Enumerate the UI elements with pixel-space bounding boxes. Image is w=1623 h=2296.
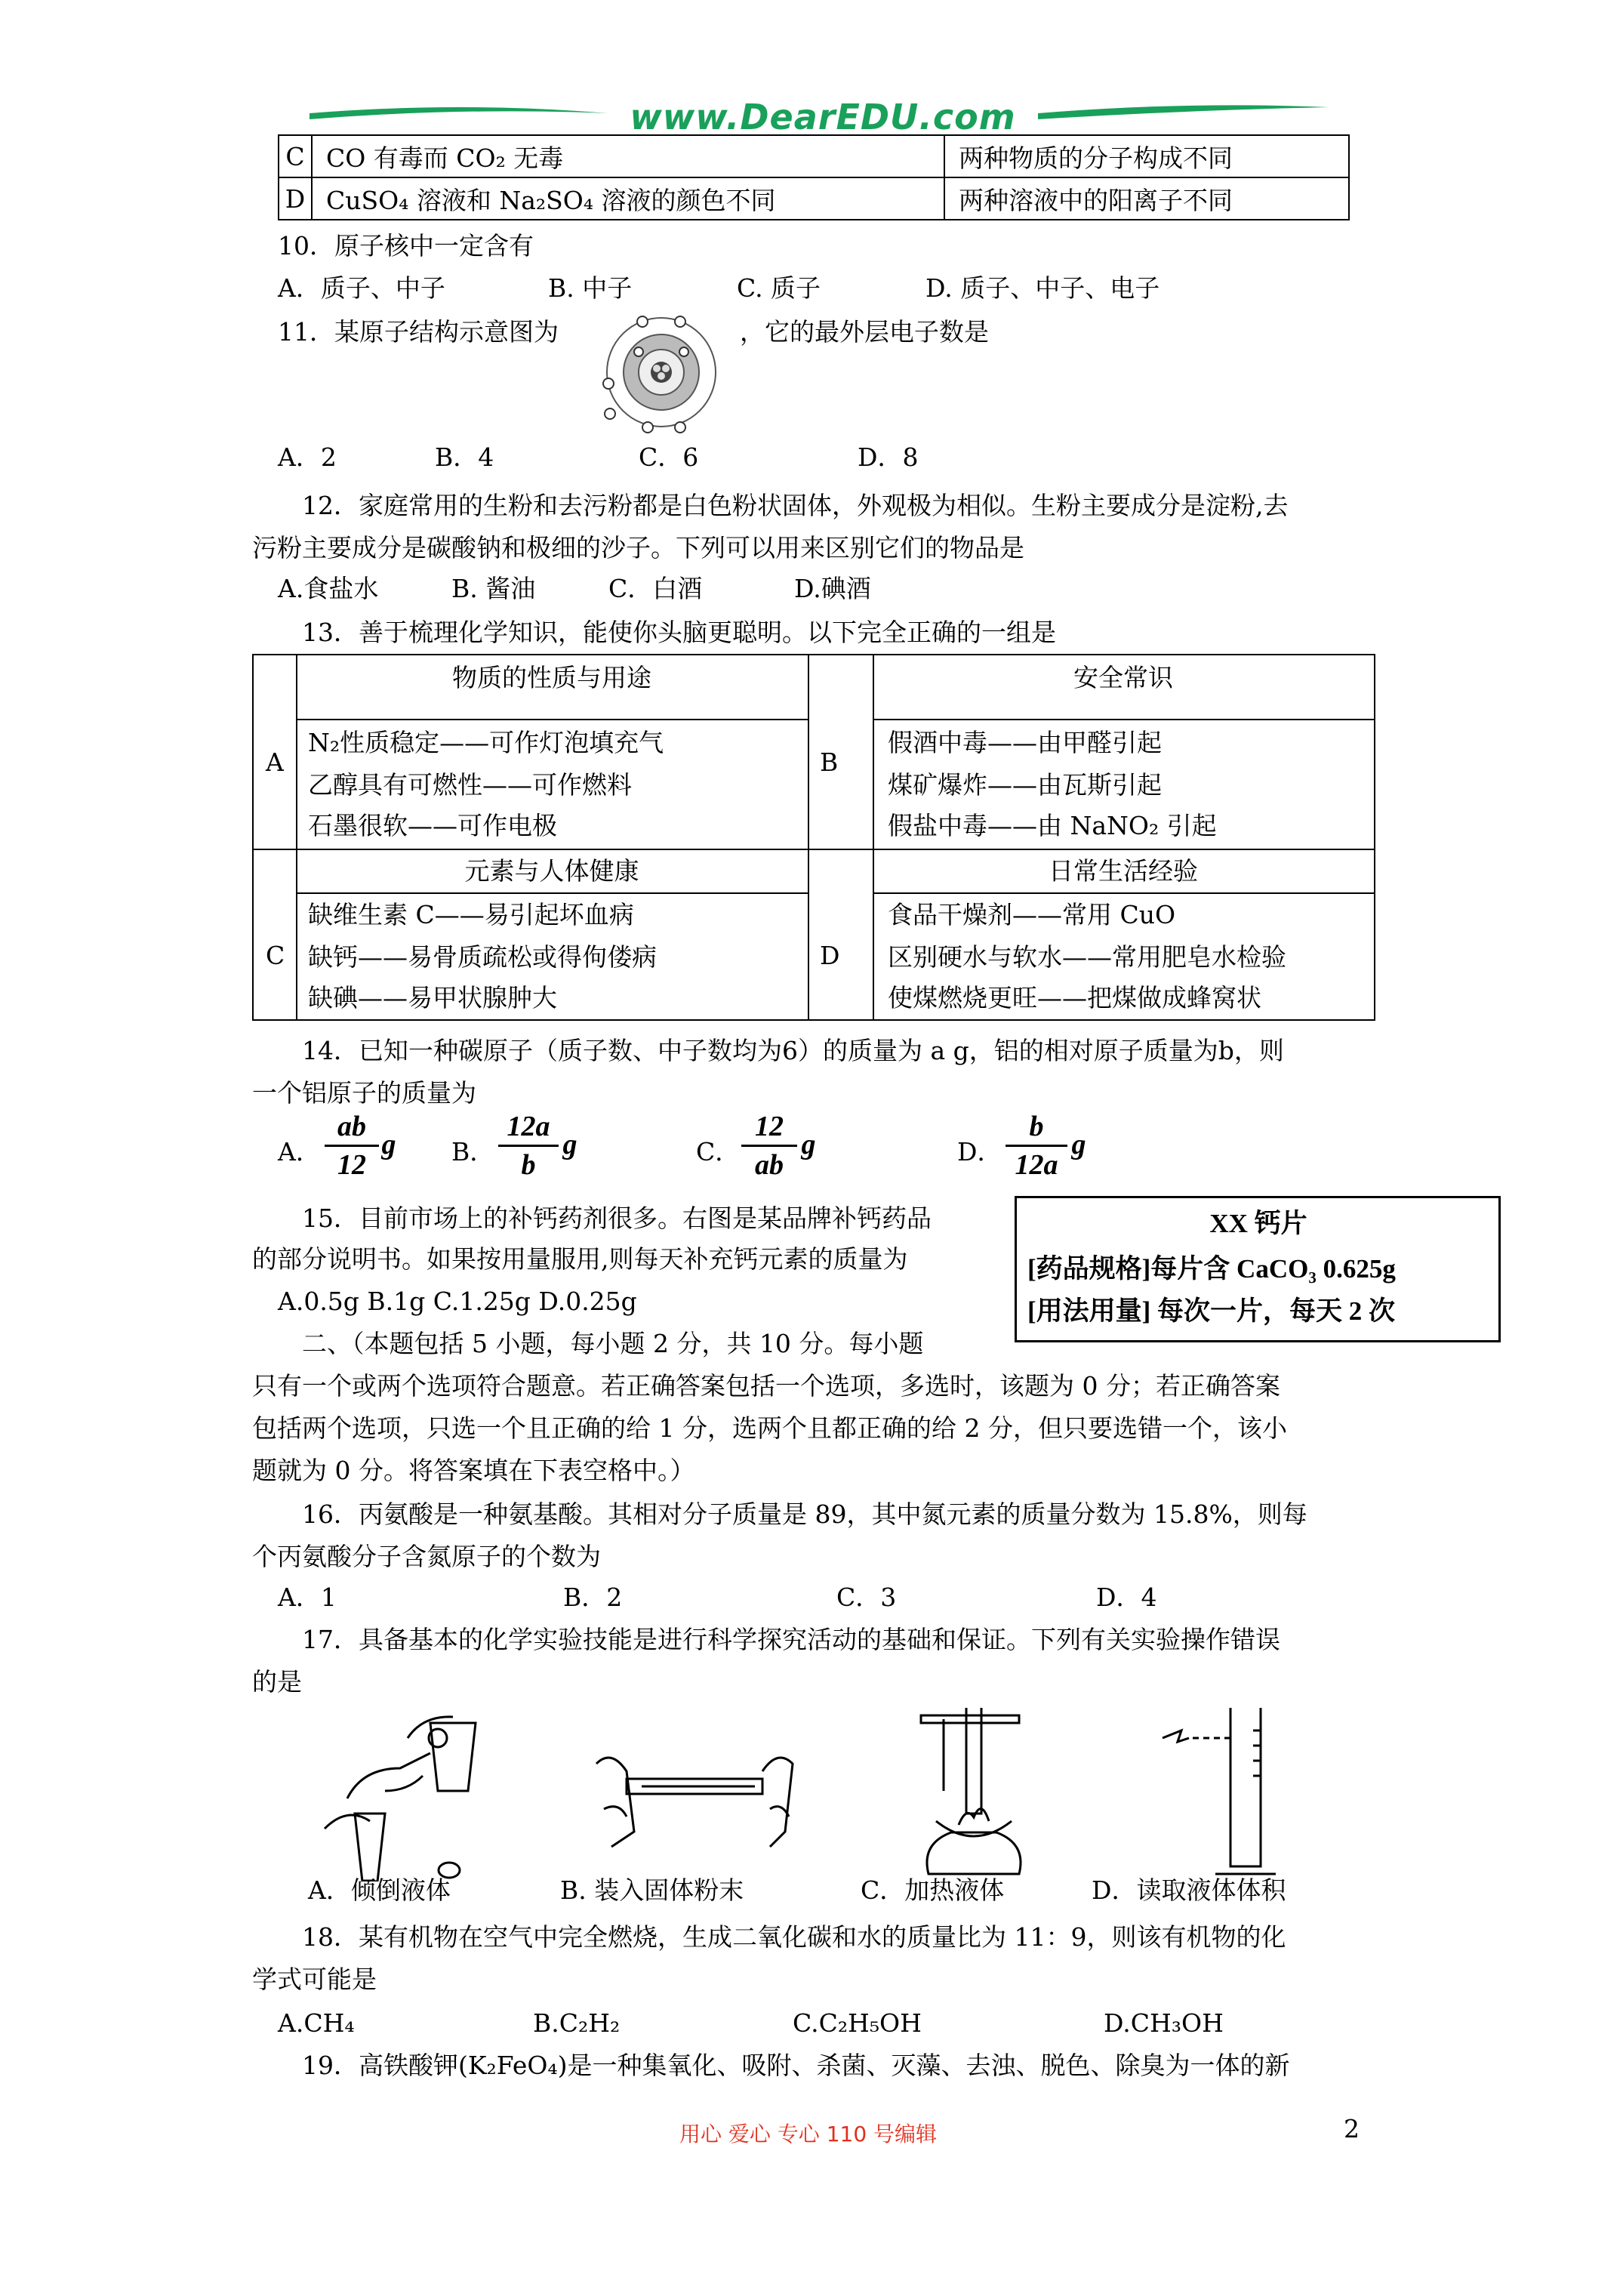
q14-opt-c-fraction (741, 1110, 797, 1182)
q10-opt-a: A．质子、中子 (278, 273, 445, 303)
footer-text: 用心 爱心 专心 110 号编辑 (679, 2122, 938, 2147)
q14-opt-a-fraction (325, 1110, 379, 1182)
logo-text: www.DearEDU.com (630, 97, 1016, 137)
numerator: 12a (507, 1111, 550, 1142)
q14-opt-b-unit: g (562, 1129, 577, 1160)
q13-b-title: 安全常识 (1073, 663, 1173, 692)
q13-table (252, 654, 1375, 1021)
q12-opt-b: B. 酱油 (451, 574, 536, 603)
q19-line1: 19．高铁酸钾(K₂FeO₄)是一种集氧化、吸附、杀菌、灭藻、去浊、脱色、除臭为一体的新 (302, 2051, 1290, 2080)
row-left: CuSO₄ 溶液和 Na₂SO₄ 溶液的颜色不同 (312, 177, 944, 220)
q13-d-line: 食品干燥剂——常用 CuO (888, 900, 1176, 929)
atom-structure-icon (586, 308, 737, 436)
row-right: 两种物质的分子构成不同 (944, 135, 1349, 177)
q13-letter-a: A (266, 747, 284, 777)
q12-line1: 12．家庭常用的生粉和去污粉都是白色粉状固体，外观极为相似。生粉主要成分是淀粉,去 (302, 491, 1289, 520)
q10-opt-d: D. 质子、中子、电子 (925, 273, 1160, 303)
q11-opt-b: B．4 (435, 442, 494, 472)
row-letter: C (279, 135, 312, 177)
q14-opt-d-fraction (1006, 1110, 1067, 1182)
row-left: CO 有毒而 CO₂ 无毒 (312, 135, 944, 177)
q14-opt-a-label: A． (278, 1137, 321, 1166)
q17-opt-c: C．加热液体 (861, 1875, 1005, 1905)
heating-liquid-icon (906, 1700, 1042, 1889)
denominator: ab (755, 1149, 784, 1181)
read-volume-icon (1147, 1700, 1298, 1889)
q11-opt-c: C．6 (639, 442, 699, 472)
q15-line2: 的部分说明书。如果按用量服用,则每天补充钙元素的质量为 (252, 1244, 908, 1274)
q13-d-line: 使煤燃烧更旺——把煤做成蜂窝状 (888, 983, 1261, 1012)
q17-opt-a: A．倾倒液体 (308, 1875, 451, 1905)
section2-line3: 包括两个选项，只选一个且正确的给 1 分，选两个且都正确的给 2 分，但只要选错一个，该小 (252, 1413, 1287, 1443)
q18-line2: 学式可能是 (252, 1965, 377, 1994)
q13-a-title: 物质的性质与用途 (452, 663, 651, 692)
q13-c-line: 缺钙——易骨质疏松或得佝偻病 (308, 942, 657, 972)
q13-letter-d: D (820, 941, 840, 970)
q14-opt-b-label: B． (451, 1137, 495, 1166)
powder-spatula-icon (581, 1718, 808, 1869)
numerator: 12 (755, 1111, 784, 1142)
q13-stem: 13．善于梳理化学知识，能使你头脑更聪明。以下完全正确的一组是 (302, 618, 1056, 647)
numerator: b (1029, 1111, 1044, 1142)
q14-opt-d-label: D． (957, 1137, 1002, 1166)
q18-line1: 18．某有机物在空气中完全燃烧，生成二氧化碳和水的质量比为 11：9，则该有机物的化 (302, 1922, 1286, 1952)
q15-label-box (1015, 1196, 1501, 1342)
q15-opts: A.0.5g B.1g C.1.25g D.0.25g (278, 1287, 637, 1316)
row-letter: D (279, 177, 312, 220)
q13-a-line: 石墨很软——可作电极 (308, 811, 557, 840)
q13-b-line: 假盐中毒——由 NaNO₂ 引起 (888, 811, 1217, 840)
denominator: 12 (337, 1149, 366, 1181)
q10-opt-b: B. 中子 (548, 273, 633, 303)
q13-c-title: 元素与人体健康 (464, 856, 639, 886)
box-title: XX 钙片 (1209, 1209, 1307, 1238)
q12-opt-a: A.食盐水 (278, 574, 379, 603)
q14-opt-d-unit: g (1071, 1129, 1086, 1160)
q14-opt-c-unit: g (801, 1129, 816, 1160)
section2-line2: 只有一个或两个选项符合题意。若正确答案包括一个选项，多选时，该题为 0 分；若正确答案 (252, 1371, 1280, 1401)
q14-line2: 一个铝原子的质量为 (252, 1078, 476, 1108)
top-table (278, 134, 1350, 220)
q16-opt-d: D．4 (1096, 1583, 1157, 1612)
q14-opt-a-unit: g (381, 1129, 396, 1160)
box-spec: [药品规格]每片含 CaCO₃ 0.625g (1027, 1254, 1396, 1284)
denominator: 12a (1015, 1149, 1058, 1181)
q16-opt-b: B．2 (563, 1583, 623, 1612)
q16-line2: 个丙氨酸分子含氮原子的个数为 (252, 1542, 601, 1571)
q14-opt-b-fraction (498, 1110, 559, 1182)
q16-opt-c: C．3 (836, 1583, 897, 1612)
q17-opt-d: D．读取液体体积 (1092, 1875, 1286, 1905)
q11-stem-a: 11．某原子结构示意图为 (278, 317, 559, 347)
q14-line1: 14．已知一种碳原子（质子数、中子数均为6）的质量为 a g，铝的相对原子质量为b，则 (302, 1036, 1284, 1065)
q17-opt-b: B. 装入固体粉末 (560, 1875, 744, 1905)
q16-line1: 16．丙氨酸是一种氨基酸。其相对分子质量是 89，其中氮元素的质量分数为 15.8%，则每 (302, 1499, 1307, 1529)
q15-line1: 15．目前市场上的补钙药剂很多。右图是某品牌补钙药品 (302, 1203, 932, 1233)
q13-d-title: 日常生活经验 (1049, 856, 1198, 886)
q11-opt-d: D．8 (858, 442, 919, 472)
denominator: b (521, 1149, 536, 1181)
q13-b-line: 假酒中毒——由甲醛引起 (888, 728, 1162, 757)
q13-a-line: N₂性质稳定——可作灯泡填充气 (308, 728, 664, 757)
q18-opt-c: C.C₂H₅OH (793, 2008, 922, 2038)
section2-line1: 二、（本题包括 5 小题，每小题 2 分，共 10 分。每小题 (302, 1329, 924, 1358)
q13-c-line: 缺维生素 C——易引起坏血病 (308, 900, 634, 929)
q12-opt-d: D.碘酒 (794, 574, 871, 603)
q13-b-line: 煤矿爆炸——由瓦斯引起 (888, 770, 1162, 800)
pour-liquid-icon (317, 1708, 498, 1881)
q18-opt-b: B.C₂H₂ (533, 2008, 621, 2038)
q10-stem: 10．原子核中一定含有 (278, 231, 534, 260)
table-row (279, 135, 1349, 177)
q11-stem-b: ，它的最外层电子数是 (740, 317, 989, 347)
row-right: 两种溶液中的阳离子不同 (944, 177, 1349, 220)
q17-line2: 的是 (252, 1667, 302, 1697)
section2-line4: 题就为 0 分。将答案填在下表空格中。） (252, 1456, 695, 1485)
q11-opt-a: A．2 (278, 442, 337, 472)
q12-opt-c: C．白酒 (608, 574, 703, 603)
box-usage: [用法用量] 每次一片，每天 2 次 (1027, 1296, 1396, 1326)
q18-opt-d: D.CH₃OH (1104, 2008, 1224, 2038)
q13-c-line: 缺碘——易甲状腺肿大 (308, 983, 557, 1012)
q13-d-line: 区别硬水与软水——常用肥皂水检验 (888, 942, 1286, 972)
q18-opt-a: A.CH₄ (278, 2008, 355, 2038)
q14-opt-c-label: C． (696, 1137, 741, 1166)
q16-opt-a: A．1 (278, 1583, 337, 1612)
q13-letter-c: C (266, 941, 285, 970)
page-number: 2 (1344, 2114, 1360, 2143)
q13-a-line: 乙醇具有可燃性——可作燃料 (308, 770, 632, 800)
q13-letter-b: B (820, 747, 839, 777)
numerator: ab (337, 1111, 366, 1142)
q12-line2: 污粉主要成分是碳酸钠和极细的沙子。下列可以用来区别它们的物品是 (252, 533, 1024, 562)
q10-opt-c: C. 质子 (737, 273, 821, 303)
q17-line1: 17．具备基本的化学实验技能是进行科学探究活动的基础和保证。下列有关实验操作错误 (302, 1625, 1280, 1654)
table-row (279, 177, 1349, 220)
